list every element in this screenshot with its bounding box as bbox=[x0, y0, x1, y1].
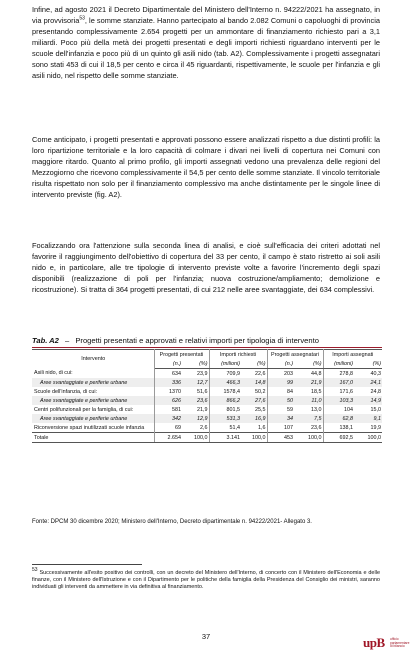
footnote bbox=[32, 567, 380, 592]
table-row bbox=[32, 405, 382, 414]
table-cell: 342 bbox=[154, 414, 182, 423]
table-row bbox=[32, 423, 382, 433]
logo-text bbox=[390, 638, 409, 649]
table-cell: 22,6 bbox=[241, 369, 267, 379]
table-cell: 9,1 bbox=[354, 414, 382, 423]
unit-header: (%) bbox=[354, 359, 382, 369]
row-label: Riconversione spazi inutilizzati scuole infanzia bbox=[32, 423, 154, 433]
row-label: Aree svantaggiate e periferie urbane bbox=[32, 414, 154, 423]
table-cell: 15,0 bbox=[370, 406, 381, 413]
table-cell: 100,0 bbox=[241, 433, 267, 443]
table-header-row bbox=[32, 350, 382, 360]
table-cell: 34 bbox=[267, 414, 294, 423]
table-cell: 203 bbox=[284, 370, 293, 377]
table-cell: 453 bbox=[267, 433, 294, 443]
table-cell: 23,6 bbox=[182, 396, 209, 405]
table-cell: 21,9 bbox=[294, 378, 323, 387]
footnote-number: 53 bbox=[32, 567, 38, 574]
table-row bbox=[32, 378, 382, 387]
table-total-row bbox=[32, 433, 382, 443]
table-cell: 866,2 bbox=[209, 396, 241, 405]
column-group-header: Progetti presentati bbox=[154, 350, 209, 360]
table-cell: 1578,4 bbox=[223, 388, 240, 395]
table-cell: 801,5 bbox=[226, 406, 240, 413]
table-cell: 14,9 bbox=[354, 396, 382, 405]
table-cell: 24,1 bbox=[354, 378, 382, 387]
table-cell: 69 bbox=[175, 424, 181, 431]
unit-header: (%) bbox=[294, 359, 323, 369]
table-dash: – bbox=[65, 336, 70, 345]
unit-header: (milioni) bbox=[323, 359, 354, 369]
table-cell: 581 bbox=[172, 406, 181, 413]
table-cell: 103,3 bbox=[323, 396, 354, 405]
table-cell: 278,8 bbox=[339, 370, 353, 377]
table-cell: 634 bbox=[172, 370, 181, 377]
row-label: Aree svantaggiate e periferie urbane bbox=[32, 396, 154, 405]
paragraph-3: Focalizzando ora l'attenzione sulla seconda linea di analisi, e cioè sull'efficacia dei criteri adottati nel favorire il raggiungimento dell'obiettivo di copertura del 33 per cento, il campo è stato ristretto ai soli asili nido e, in particolare, alle tre tipologie di intervento previste volte a favorire l'incremento degli spazi disponibili (realizzazione di poli per l'infanzia; nuova costruzione/ampliamento; demolizione e ricostruzione). Si tratta di 364 progetti presentati, di cui 212 nelle aree svantaggiate, dei 634 complessivi. bbox=[32, 241, 380, 294]
table-cell: 23,6 bbox=[294, 423, 323, 433]
table-cell: 16,9 bbox=[241, 414, 267, 423]
unit-header: (%) bbox=[241, 359, 267, 369]
logo-line: parlamentare bbox=[390, 640, 410, 645]
row-label: Centri polifunzionali per la famiglia, di cui: bbox=[32, 405, 154, 414]
row-label: Aree svantaggiate e periferie urbane bbox=[32, 378, 154, 387]
logo-mark: upB bbox=[363, 635, 385, 650]
table-cell: 171,6 bbox=[339, 388, 353, 395]
table-cell: 167,0 bbox=[323, 378, 354, 387]
table-cell: 27,6 bbox=[241, 396, 267, 405]
page-number: 37 bbox=[201, 632, 211, 641]
table-cell: 3.141 bbox=[209, 433, 241, 443]
table-cell: 62,8 bbox=[323, 414, 354, 423]
table-cell: 13,0 bbox=[294, 405, 323, 414]
table-cell: 18,5 bbox=[294, 387, 323, 396]
column-group-header: Importi assegnati bbox=[323, 350, 382, 360]
footnote-divider bbox=[32, 564, 142, 565]
row-label: Asili nido, di cui: bbox=[32, 369, 154, 379]
logo-line: di bilancio bbox=[390, 644, 405, 649]
table-cell: 626 bbox=[154, 396, 182, 405]
unit-header: (milioni) bbox=[209, 359, 241, 369]
row-label: Scuole dell'infanzia, di cui: bbox=[32, 387, 154, 396]
column-group-header: Importi richiesti bbox=[209, 350, 267, 360]
table-cell: 50 bbox=[267, 396, 294, 405]
table-cell: 23,9 bbox=[182, 369, 209, 379]
table-cell: 107 bbox=[284, 424, 293, 431]
table-cell: 51,6 bbox=[182, 387, 209, 396]
table-cell: 99 bbox=[267, 378, 294, 387]
paragraph-2: Come anticipato, i progetti presentati e approvati possono essere analizzati rispetto a due distinti profili: la loro ripartizione territoriale e la loro capacità di colmare i divari nei livelli di copertura nei Comuni con maggiore ritardo. Quanto al primo profilo, gli importi assegnati vedono una prevalenza delle regioni del Mezzogiorno che ricevono complessivamente il 54,5 per cento delle somme stanziate. Il vincolo territoriale risulta rispettato non solo per il finanziamento complessivo ma anche distintamente per le singole linee di intervento previste (fig. A2). bbox=[32, 135, 380, 199]
table-cell: 50,2 bbox=[241, 387, 267, 396]
table-cell: 51,4 bbox=[229, 424, 240, 431]
table-cell: 40,3 bbox=[370, 370, 381, 377]
table-cell: 709,9 bbox=[226, 370, 240, 377]
table-row bbox=[32, 414, 382, 423]
table-row bbox=[32, 387, 382, 396]
table-label: Tab. A2 bbox=[32, 336, 59, 345]
table-cell: 84 bbox=[287, 388, 293, 395]
table-cell: 11,0 bbox=[294, 396, 323, 405]
table-cell: 14,8 bbox=[241, 378, 267, 387]
row-label: Totale bbox=[32, 433, 154, 443]
table-source: Fonte: DPCM 30 dicembre 2020; Ministero dell'Interno, Decreto dipartimentale n. 94222/2021- Allegato 3. bbox=[32, 519, 312, 525]
table-cell: 19,9 bbox=[370, 424, 381, 431]
table-cell: 21,9 bbox=[182, 405, 209, 414]
table-row bbox=[32, 396, 382, 405]
table-cell: 25,5 bbox=[241, 405, 267, 414]
table-caption bbox=[32, 336, 382, 348]
table-cell: 12,7 bbox=[182, 378, 209, 387]
column-header-intervento: Intervento bbox=[32, 350, 154, 369]
table-cell: 24,8 bbox=[370, 388, 381, 395]
table-cell: 531,3 bbox=[209, 414, 241, 423]
table-cell: 336 bbox=[154, 378, 182, 387]
table-row bbox=[32, 369, 382, 379]
table-cell: 100,0 bbox=[354, 433, 382, 443]
table-cell: 1370 bbox=[169, 388, 181, 395]
table-cell: 100,0 bbox=[182, 433, 209, 443]
table-cell: 1,6 bbox=[241, 423, 267, 433]
data-table bbox=[32, 349, 382, 443]
table-cell: 7,5 bbox=[294, 414, 323, 423]
table-cell: 466,3 bbox=[209, 378, 241, 387]
unit-header: (n.) bbox=[154, 359, 182, 369]
table-cell: 59 bbox=[287, 406, 293, 413]
paragraph-1-text-a: Infine, ad agosto 2021 il Decreto Dipartimentale del Ministero dell'Interno n. 94222/2021 ha assegnato, in via provvisoria bbox=[32, 5, 380, 25]
upb-logo bbox=[363, 635, 410, 650]
paragraph-1 bbox=[32, 4, 380, 81]
table-cell: 100,0 bbox=[294, 433, 323, 443]
table-cell: 104 bbox=[344, 406, 353, 413]
footnote-text: Successivamente all'esito positivo dei controlli, con un decreto del Ministero dell'Interno, di concerto con il Ministero dell'Economia e delle finanze, con il Ministero dell'Istruzione e con il Dipartimento per le politiche della famiglia della Presidenza del Consiglio dei ministri, saranno individuati gli interventi da ammettere in via definitiva al finanziamento. bbox=[32, 570, 380, 591]
footnote-ref[interactable]: 53 bbox=[79, 15, 85, 22]
table-cell: 692,5 bbox=[323, 433, 354, 443]
column-group-header: Progetti assegnatari bbox=[267, 350, 323, 360]
table-cell: 12,9 bbox=[182, 414, 209, 423]
table-title: Progetti presentati e approvati e relativi importi per tipologia di intervento bbox=[75, 336, 319, 345]
table-cell: 2,6 bbox=[182, 423, 209, 433]
table-cell: 2.654 bbox=[154, 433, 182, 443]
table-cell: 138,1 bbox=[339, 424, 353, 431]
paragraph-1-text-b: , le somme stanziate. Hanno partecipato al bando 2.082 Comuni o capoluoghi di provincia presentando complessivamente 2.654 progetti per un ammontare di finanziamento richiesto pari a 3,1 miliardi. Poco più della metà dei progetti presentati e degli importi richiesti riguardano interventi per le scuole dell'infanzia e poco più di un quinto gli asili nido (tab. A2). Complessivamente i progetti assegnatari sono stati 453 di cui il 18,5 per cento e circa il 45 riguardanti, rispettivamente, le scuole per l'infanzia e gli asili nido, nel rispetto delle somme stanziate. bbox=[32, 16, 380, 80]
table-cell: 44,8 bbox=[294, 369, 323, 379]
unit-header: (%) bbox=[182, 359, 209, 369]
unit-header: (n.) bbox=[267, 359, 294, 369]
logo-line: ufficio bbox=[390, 637, 399, 641]
